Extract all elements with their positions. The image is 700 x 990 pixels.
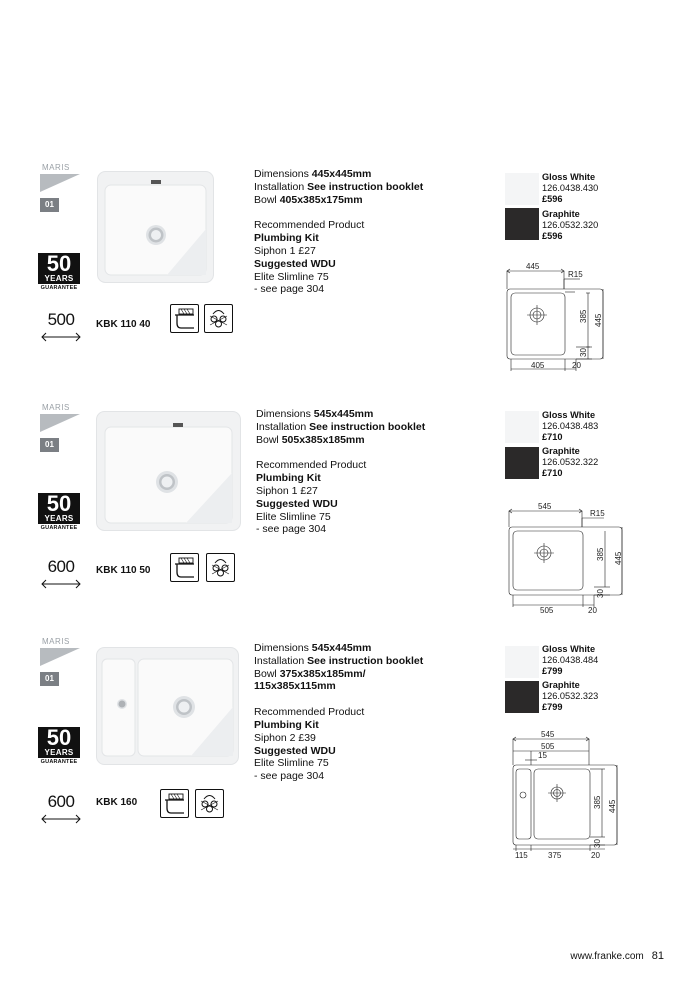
swatch-graphite	[505, 208, 539, 240]
series-number-badge: 01	[40, 198, 59, 212]
width-arrow-icon	[40, 579, 82, 589]
finish-price: £799	[542, 665, 563, 676]
finish-code: 126.0532.323	[542, 690, 599, 701]
technical-drawing	[505, 729, 630, 859]
dim-width: 545	[541, 730, 555, 739]
kit-label: Plumbing Kit	[256, 472, 321, 485]
bowl-value-2: 115x385x115mm	[254, 680, 336, 693]
finish-price: £710	[542, 467, 563, 478]
finish-name: Gloss White	[542, 410, 596, 420]
guarantee-years-label: YEARS	[44, 514, 74, 523]
undermount-icon	[170, 304, 199, 333]
dim-margin: 20	[588, 606, 597, 614]
dim-bowl-width: 375	[548, 851, 562, 859]
dim-label: Dimensions	[254, 168, 309, 180]
dim-label: Dimensions	[254, 642, 309, 654]
finish-name: Graphite	[542, 446, 580, 456]
finish-name: Gloss White	[542, 172, 596, 182]
dim-bowl-height: 385	[593, 795, 602, 809]
series-wedge	[40, 414, 80, 432]
cabinet-width-indicator	[40, 793, 82, 823]
dim-rim: 30	[579, 348, 588, 357]
sink-photo	[96, 411, 241, 531]
spec-block	[254, 168, 484, 296]
guarantee-years: 50	[46, 251, 72, 276]
inst-label: Installation	[254, 654, 305, 667]
dim-small-bowl: 115	[515, 851, 528, 859]
product-kbk-160	[0, 637, 700, 867]
finish-gloss-white	[542, 410, 598, 442]
finish-gloss-white	[542, 172, 598, 204]
width-arrow-icon	[40, 332, 82, 342]
inst-value: See instruction booklet	[309, 420, 426, 433]
guarantee-years: 50	[46, 491, 72, 516]
guarantee-years-label: YEARS	[44, 748, 74, 757]
finish-name: Graphite	[542, 680, 580, 690]
finish-graphite	[542, 446, 598, 478]
recommended-label: Recommended Product	[254, 219, 365, 232]
finish-code: 126.0532.322	[542, 456, 599, 467]
swatch-graphite	[505, 447, 539, 479]
technical-drawing	[502, 499, 637, 614]
dim-height: 445	[614, 551, 623, 565]
cabinet-width-indicator	[40, 311, 82, 341]
swatch-graphite	[505, 681, 539, 713]
series-number-badge: 01	[40, 438, 59, 452]
finish-price: £799	[542, 701, 563, 712]
see-page: - see page 304	[254, 283, 325, 296]
dim-width: 545	[538, 502, 552, 511]
swatch-gloss-white	[505, 646, 539, 678]
finish-price: £596	[542, 193, 563, 204]
spec-block	[254, 642, 484, 783]
bowl-value: 405x385x175mm	[279, 193, 363, 206]
cabinet-width: 500	[47, 310, 75, 329]
finish-price: £596	[542, 230, 563, 241]
guarantee-years-label: YEARS	[44, 274, 74, 283]
siphon: Siphon 1 £27	[256, 484, 318, 497]
guarantee-badge	[38, 493, 80, 532]
undermount-icon	[160, 789, 189, 818]
see-page: - see page 304	[254, 770, 325, 783]
product-code: KBK 110 40	[96, 319, 151, 330]
guarantee-badge	[38, 727, 80, 766]
kit-label: Plumbing Kit	[254, 232, 319, 245]
width-arrow-icon	[40, 814, 82, 824]
product-kbk-110-40	[0, 163, 700, 393]
wdu-label: Suggested WDU	[254, 744, 336, 757]
technical-drawing	[500, 261, 615, 376]
see-page: - see page 304	[256, 523, 327, 536]
page-number: 81	[651, 950, 664, 962]
swatch-gloss-white	[505, 173, 539, 205]
wdu-value: Elite Slimline 75	[254, 270, 329, 283]
recommended-label: Recommended Product	[256, 459, 367, 472]
dim-radius: R15	[568, 270, 583, 279]
inst-value: See instruction booklet	[307, 654, 424, 667]
dishwasher-safe-icon	[204, 304, 233, 333]
guarantee-label: GUARANTEE	[40, 525, 78, 531]
product-code: KBK 110 50	[96, 565, 151, 576]
undermount-icon	[170, 553, 199, 582]
inst-label: Installation	[256, 420, 307, 433]
series-wedge	[40, 648, 80, 666]
finish-price: £710	[542, 431, 563, 442]
dim-width: 445	[526, 262, 540, 271]
kit-label: Plumbing Kit	[254, 718, 319, 731]
sink-photo	[96, 647, 239, 765]
finish-code: 126.0438.483	[542, 420, 599, 431]
wdu-label: Suggested WDU	[256, 497, 338, 510]
dim-bowl-width: 505	[540, 606, 554, 614]
dim-rim: 30	[596, 589, 605, 598]
guarantee-label: GUARANTEE	[40, 285, 78, 291]
finish-name: Graphite	[542, 209, 580, 219]
wdu-label: Suggested WDU	[254, 257, 336, 270]
cabinet-width: 600	[47, 557, 75, 576]
guarantee-badge	[38, 253, 80, 292]
series-wedge	[40, 174, 80, 192]
dishwasher-safe-icon	[195, 789, 224, 818]
product-kbk-110-50	[0, 403, 700, 633]
finish-code: 126.0532.320	[542, 219, 599, 230]
finish-name: Gloss White	[542, 644, 596, 654]
finish-gloss-white	[542, 644, 598, 676]
inst-value: See instruction booklet	[307, 180, 424, 193]
dim-value: 545x445mm	[313, 408, 374, 420]
guarantee-label: GUARANTEE	[40, 759, 78, 765]
dim-rim: 30	[593, 839, 602, 848]
finish-graphite	[542, 209, 598, 241]
finish-code: 126.0438.484	[542, 654, 599, 665]
bowl-label: Bowl	[254, 667, 277, 680]
page-footer	[570, 950, 664, 962]
bowl-value: 375x385x185mm/	[279, 667, 366, 680]
dim-radius: R15	[590, 509, 605, 518]
sink-photo	[97, 171, 214, 283]
dim-bowl-height: 385	[579, 309, 588, 323]
dim-margin: 20	[572, 361, 581, 370]
dim-height: 445	[608, 799, 617, 813]
product-code: KBK 160	[96, 797, 138, 808]
cabinet-width-indicator	[40, 558, 82, 588]
bowl-label: Bowl	[254, 193, 277, 206]
bowl-value: 505x385x185mm	[281, 433, 365, 446]
dim-divider: 15	[538, 751, 547, 760]
guarantee-years: 50	[46, 725, 72, 750]
series-label: MARIS	[42, 403, 70, 412]
series-label: MARIS	[42, 163, 70, 172]
recommended-label: Recommended Product	[254, 706, 365, 719]
siphon: Siphon 1 £27	[254, 244, 316, 257]
dim-margin: 20	[591, 851, 600, 859]
dim-value: 545x445mm	[311, 642, 372, 654]
footer-url[interactable]: www.franke.com	[570, 951, 644, 962]
finish-graphite	[542, 680, 598, 712]
cabinet-width: 600	[47, 792, 75, 811]
dim-label: Dimensions	[256, 408, 311, 420]
wdu-value: Elite Slimline 75	[254, 757, 329, 770]
series-number-badge: 01	[40, 672, 59, 686]
finish-code: 126.0438.430	[542, 182, 599, 193]
dishwasher-safe-icon	[206, 553, 235, 582]
bowl-label: Bowl	[256, 433, 279, 446]
dim-inner-width: 505	[541, 742, 555, 751]
inst-label: Installation	[254, 180, 305, 193]
dim-value: 445x445mm	[311, 168, 372, 180]
siphon: Siphon 2 £39	[254, 731, 316, 744]
dim-bowl-width: 405	[531, 361, 545, 370]
spec-block	[256, 408, 486, 536]
swatch-gloss-white	[505, 411, 539, 443]
series-label: MARIS	[42, 637, 70, 646]
dim-bowl-height: 385	[596, 547, 605, 561]
dim-height: 445	[594, 313, 603, 327]
wdu-value: Elite Slimline 75	[256, 510, 331, 523]
